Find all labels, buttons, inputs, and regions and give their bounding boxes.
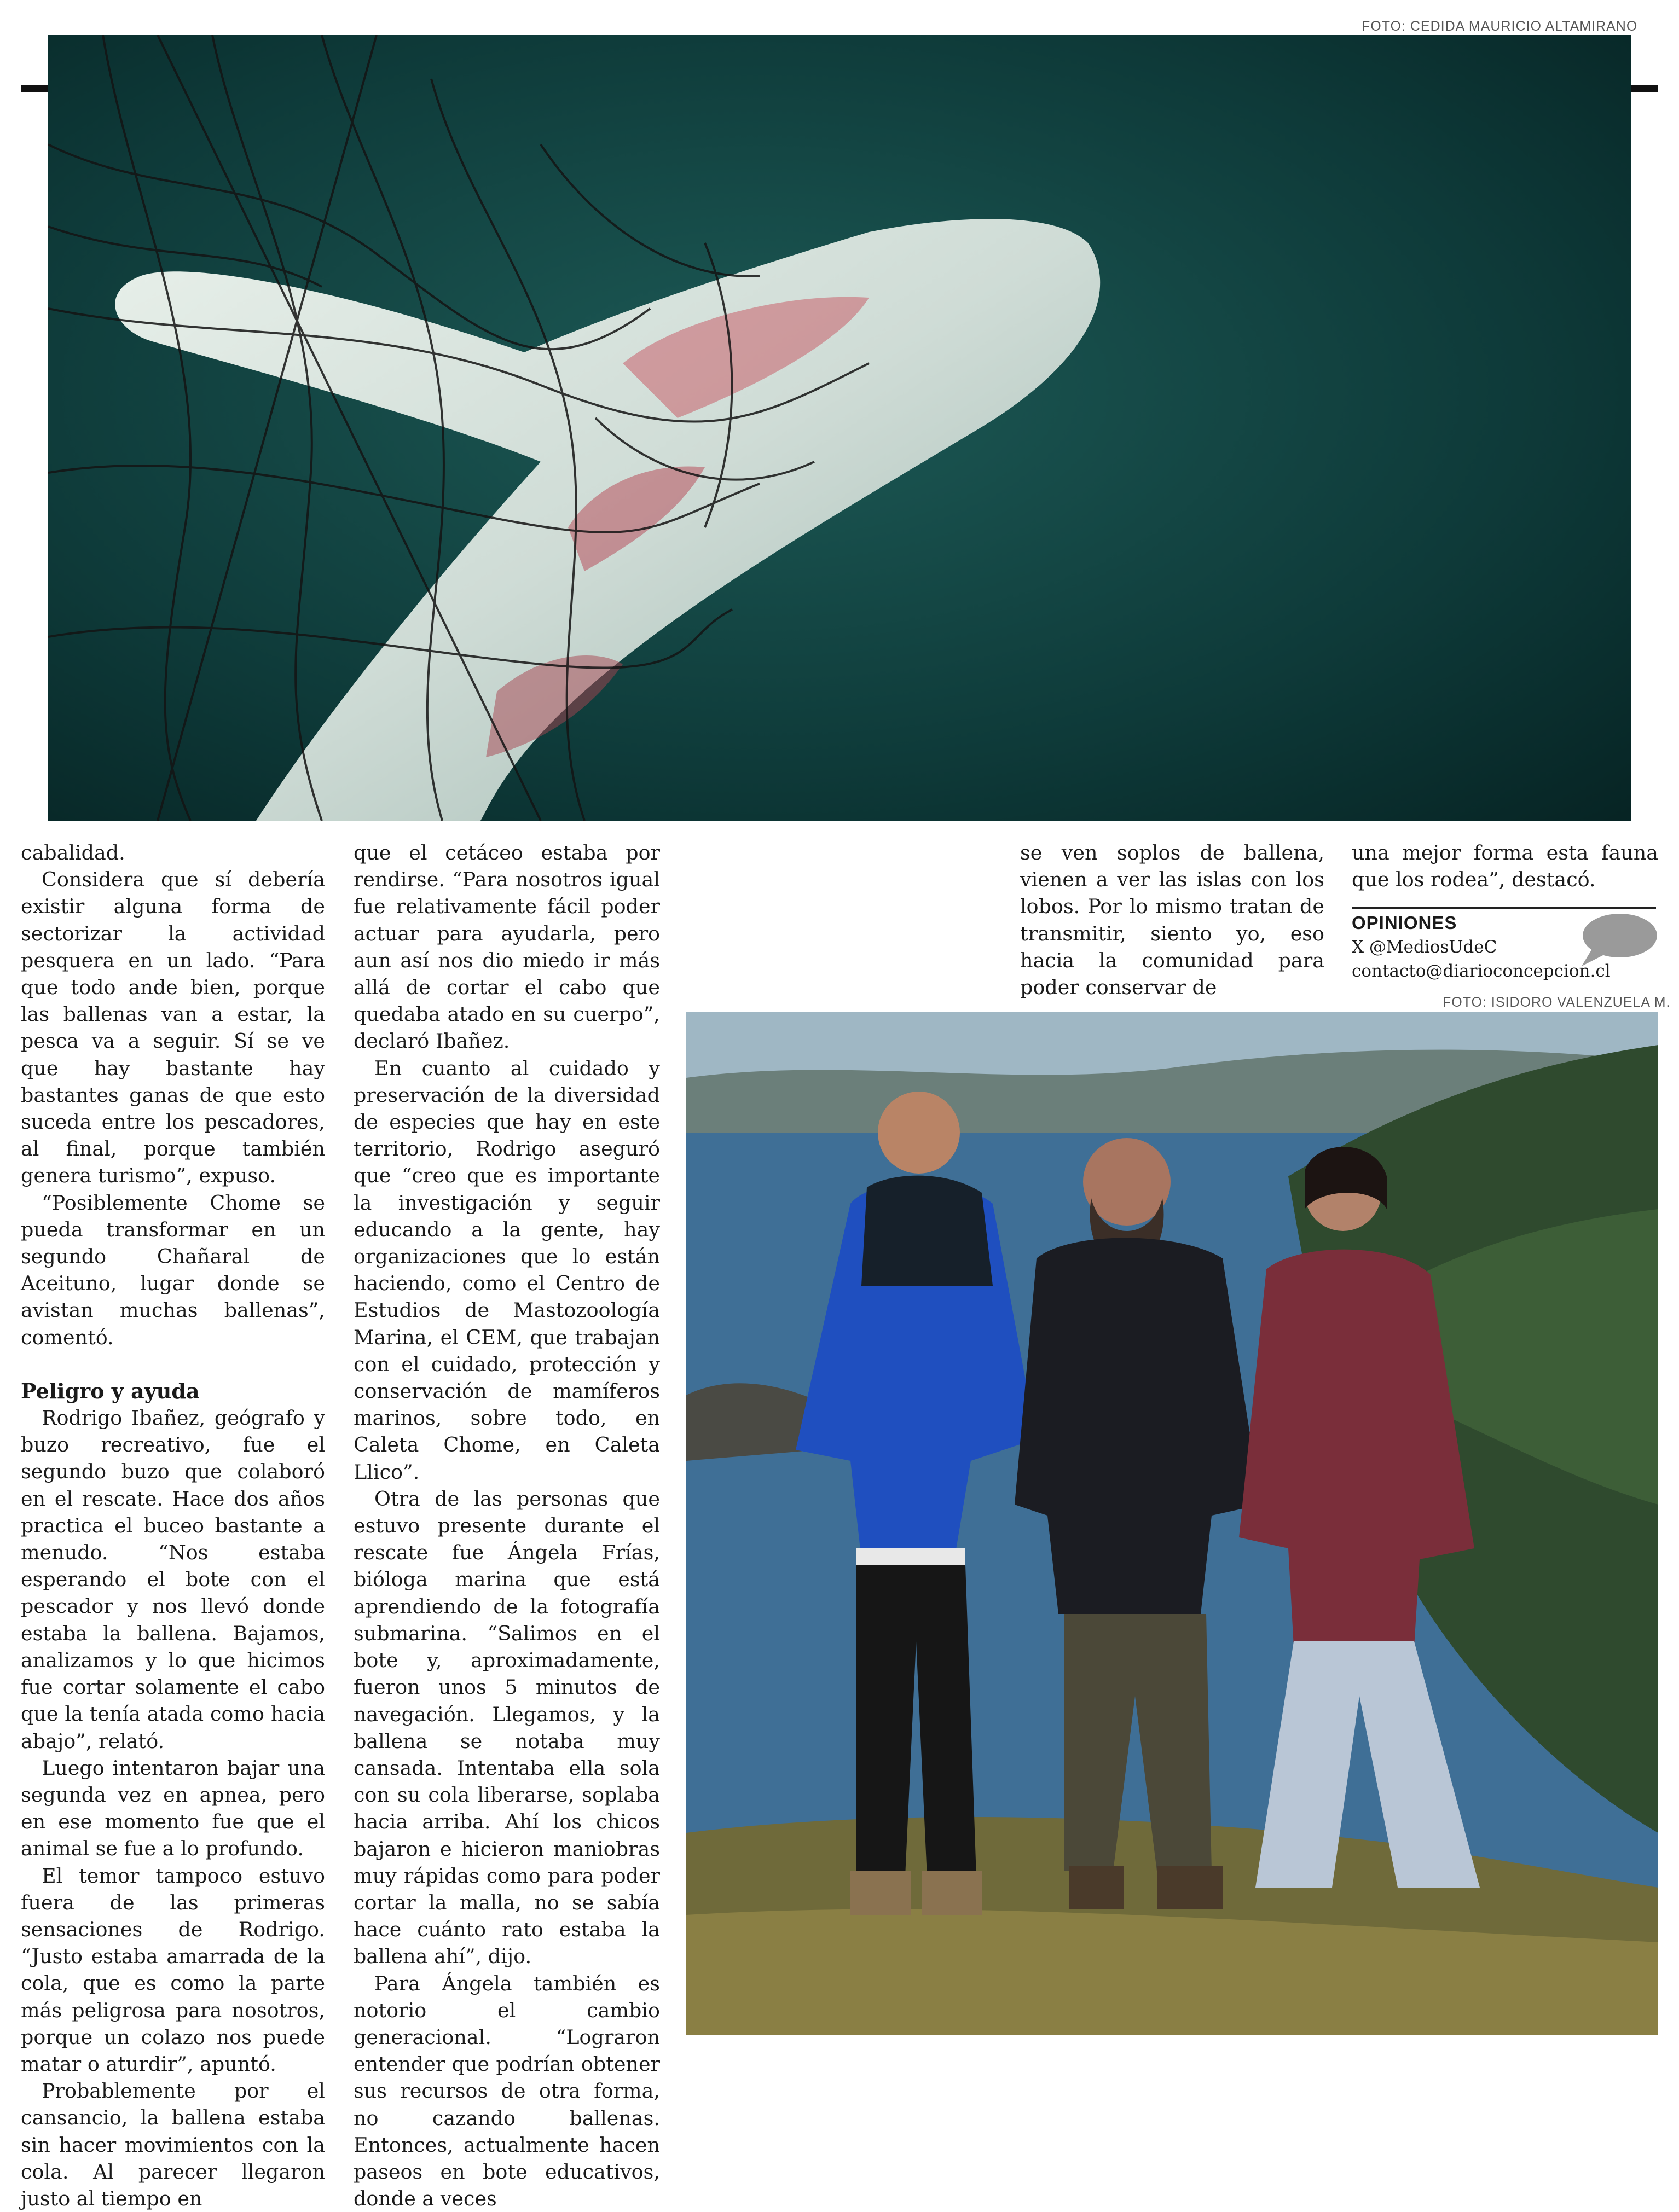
paragraph: Otra de las personas que estuvo presente durante el rescate fue Ángela Frías, bióloga marina que está aprendiendo de la fotografía submarina. “Salimos en el bote y, aproximadamente, fueron unos 5 minutos de navegación. Llegamos, y la ballena se notaba muy cansada. Intentaba ella sola con su cola liberarse, soplaba hacia arriba. Ahí los chicos bajaron e hicieron maniobras muy rápidas como para poder cortar la malla, no se sabía hace cuánto rato estaba la ballena ahí”, dijo. [354, 1487, 660, 1969]
article-column-3 [1020, 839, 1324, 1001]
section-rule-left [21, 85, 49, 92]
paragraph: Considera que sí debería existir alguna forma de sectorizar la actividad pesquera en un lado. “Para que todo ande bien, porque las ballenas van a estar, la pesca va a seguir. Sí se ve que hay bastante hay bastantes ganas de que esto suceda entre los pescadores, al final, porque también genera turismo”, expuso. [21, 868, 325, 1188]
paragraph-gap [21, 1351, 325, 1378]
opinions-title: OPINIONES [1352, 913, 1457, 933]
paragraph: Probablemente por el cansancio, la ballena estaba sin hacer movimientos con la cola. Al parecer llegaron justo al tiempo en [21, 2079, 325, 2210]
article-column-4 [1352, 839, 1658, 893]
article-column-2 [354, 839, 660, 2212]
paragraph: que el cetáceo estaba por rendirse. “Para nosotros igual fue relativamente fácil poder actuar para ayudarla, pero aun así nos dio miedo ir más allá de cortar el cabo que quedaba atado en su cuerpo”, declaró Ibañez. [354, 841, 660, 1053]
paragraph: Para Ángela también es notorio el cambio generacional. “Lograron entender que podrían obtener sus recursos de otra forma, no cazando ballenas. Entonces, actualmente hacen paseos en bote educativos, donde a veces [354, 1971, 660, 2211]
opinions-handle[interactable]: X @MediosUdeC [1352, 937, 1497, 957]
paragraph: “Posiblemente Chome se pueda transformar en un segundo Chañaral de Aceituno, lugar donde se avistan muchas ballenas”, comentó. [21, 1191, 325, 1349]
speech-bubble-icon [1576, 913, 1658, 967]
top-photo-credit: FOTO: CEDIDA MAURICIO ALTAMIRANO [1362, 19, 1638, 34]
paragraph: Rodrigo Ibañez, geógrafo y buzo recreativo, fue el segundo buzo que colaboró en el rescate. Hace dos años practica el buceo bastante a menudo. “Nos estaba esperando el bote con el pescador y nos llevó donde estaba la ballena. Bajamos, analizamos y lo que hicimos fue cortar solamente el cabo que la tenía atada como hacia abajo”, relató. [21, 1406, 325, 1753]
top-photo [48, 35, 1631, 821]
section-rule-right [1631, 85, 1658, 92]
opinions-email[interactable]: contacto@diarioconcepcion.cl [1352, 961, 1611, 981]
opinions-rule [1352, 907, 1656, 909]
paragraph: El temor tampoco estuvo fuera de las primeras sensaciones de Rodrigo. “Justo estaba amarrada de la cola, que es como la parte más peligrosa para nosotros, porque un colazo nos puede matar o aturdir”, apuntó. [21, 1863, 325, 2076]
paragraph: se ven soplos de ballena, vienen a ver las islas con los lobos. Por lo mismo tratan de transmitir, siento yo, eso hacia la comunidad para poder conservar de [1020, 841, 1324, 1000]
paragraph: una mejor forma esta fauna que los rodea”, destacó. [1352, 841, 1658, 892]
paragraph: En cuanto al cuidado y preservación de la diversidad de especies que hay en este territorio, Rodrigo aseguró que “creo que es importante la investigación y seguir educando a la gente, hay organizaciones que lo están haciendo, como el Centro de Estudios de Mastozoología Marina, el CEM, que trabajan con el cuidado, protección y conservación de mamíferos marinos, sobre todo, en Caleta Chome, en Caleta Llico”. [354, 1056, 660, 1484]
bottom-photo-credit: FOTO: ISIDORO VALENZUELA M. [1443, 995, 1671, 1010]
paragraph: cabalidad. [21, 841, 125, 864]
bottom-photo [686, 1012, 1658, 2035]
article-column-1 [21, 839, 325, 2212]
three-people-on-coastal-cliff-icon [686, 1012, 1658, 2035]
subheading: Peligro y ayuda [21, 1378, 200, 1403]
whale-entangled-in-net-icon [48, 35, 1631, 821]
paragraph: Luego intentaron bajar una segunda vez en apnea, pero en ese momento fue que el animal se fue a lo profundo. [21, 1756, 325, 1861]
